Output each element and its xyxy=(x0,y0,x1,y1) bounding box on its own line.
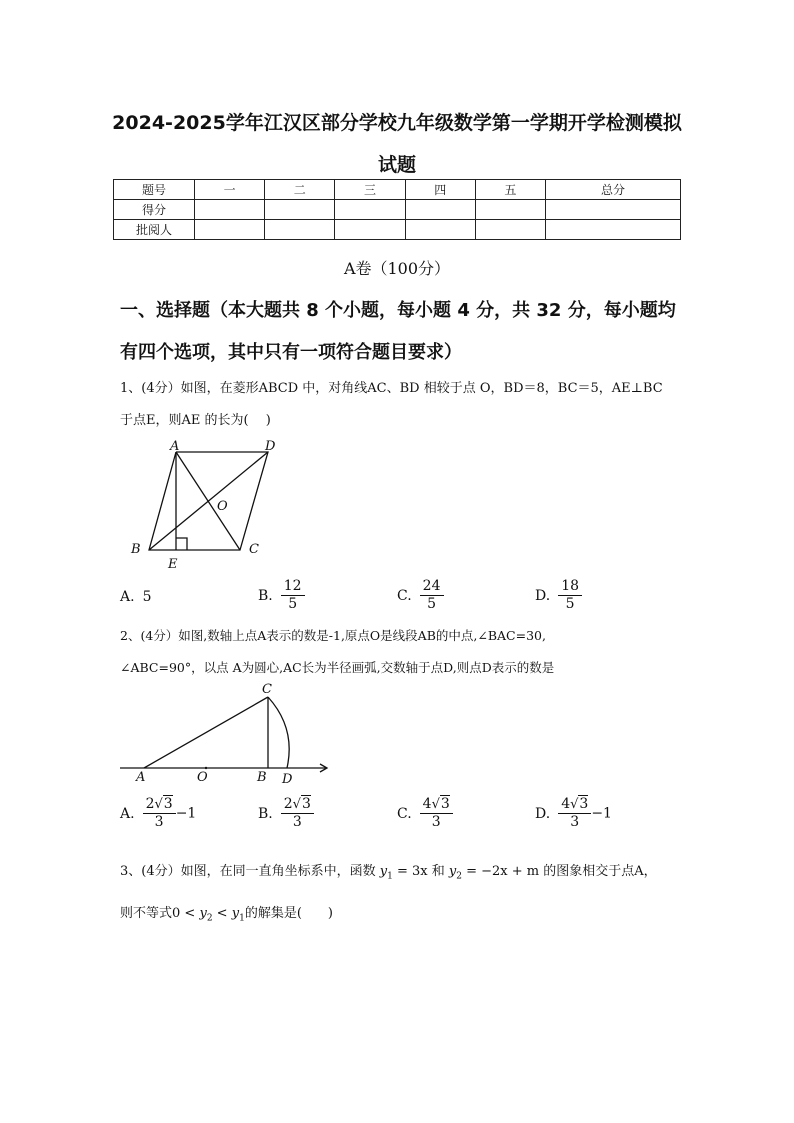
subscript: 1 xyxy=(239,913,245,924)
coefficient: 2 xyxy=(283,796,293,812)
q1-option-d[interactable] xyxy=(535,578,582,613)
score-cell[interactable] xyxy=(475,200,545,220)
score-cell[interactable] xyxy=(265,200,335,220)
label-d: D xyxy=(265,439,276,454)
score-table-header: 题号 xyxy=(114,180,195,200)
numerator: 24 xyxy=(420,578,444,596)
label-c: C xyxy=(262,682,272,697)
q2-option-b[interactable] xyxy=(258,796,314,831)
sqrt-icon: √ xyxy=(570,797,579,812)
label-a: A xyxy=(170,439,180,454)
denominator: 3 xyxy=(431,814,441,830)
q3-text-line2 xyxy=(120,902,333,924)
option-label: C. xyxy=(397,805,412,822)
denominator: 3 xyxy=(292,814,302,830)
var-y: y xyxy=(448,864,457,879)
sqrt-icon: √ xyxy=(292,797,301,812)
label-o: O xyxy=(197,770,208,785)
sqrt-icon: √ xyxy=(431,797,440,812)
score-table-header: 一 xyxy=(195,180,265,200)
origin-point xyxy=(205,767,207,769)
coefficient: 4 xyxy=(422,796,432,812)
radicand: 3 xyxy=(301,796,311,812)
right-angle-mark xyxy=(176,538,187,550)
numerator: 18 xyxy=(558,578,582,596)
denominator: 5 xyxy=(427,596,437,612)
q2-text-line2: ∠ABC=90°，以点 A为圆心,AC长为半径画弧,交数轴于点D,则点D表示的数是 xyxy=(120,660,555,675)
label-o: O xyxy=(217,499,228,514)
radicand: 3 xyxy=(440,796,450,812)
score-table xyxy=(113,179,681,240)
q2-option-c[interactable] xyxy=(397,796,453,831)
q2-option-d[interactable] xyxy=(535,796,612,831)
score-cell[interactable] xyxy=(335,200,405,220)
option-tail: −1 xyxy=(175,805,197,822)
segment-ac xyxy=(144,697,268,768)
fraction xyxy=(558,578,582,613)
label-d: D xyxy=(282,772,293,787)
subscript: 2 xyxy=(456,871,462,882)
diagonal-bd xyxy=(149,452,268,550)
fraction xyxy=(420,578,444,613)
var-y: y xyxy=(379,864,388,879)
option-label: D. xyxy=(535,587,551,604)
coefficient: 2 xyxy=(145,796,155,812)
fraction xyxy=(281,796,314,831)
q1-text-line2: 于点E，则AE 的长为( ) xyxy=(120,413,271,428)
sqrt-icon: √ xyxy=(154,797,163,812)
numerator xyxy=(420,796,453,814)
score-cell[interactable] xyxy=(195,220,265,240)
q3-text: 则不等式 xyxy=(120,906,173,921)
numerator xyxy=(281,796,314,814)
var-y: y xyxy=(199,906,207,921)
option-tail: −1 xyxy=(591,805,612,822)
subscript: 1 xyxy=(387,871,393,882)
option-value: 5 xyxy=(142,589,152,605)
score-cell[interactable] xyxy=(335,220,405,240)
q3-text: 和 xyxy=(427,864,449,879)
subscript: 2 xyxy=(206,913,213,924)
fraction xyxy=(281,578,305,613)
denominator: 5 xyxy=(565,596,575,612)
label-a: A xyxy=(136,770,146,785)
fraction xyxy=(420,796,453,831)
score-table-header: 二 xyxy=(265,180,335,200)
q1-option-b[interactable] xyxy=(258,578,305,613)
label-e: E xyxy=(168,557,178,572)
score-table-row xyxy=(114,220,681,240)
numerator: 12 xyxy=(281,578,305,596)
fraction xyxy=(558,796,591,831)
denominator: 5 xyxy=(288,596,298,612)
numerator xyxy=(558,796,591,814)
section-heading-line1: 一、选择题（本大题共 8 个小题，每小题 4 分，共 32 分，每小题均 xyxy=(120,300,676,321)
q2-option-a[interactable] xyxy=(120,796,196,831)
label-c: C xyxy=(249,542,259,557)
label-b: B xyxy=(131,542,141,557)
score-cell[interactable] xyxy=(405,220,475,240)
radicand: 3 xyxy=(579,796,589,812)
inequality: < xyxy=(212,906,232,921)
score-table-header: 总分 xyxy=(546,180,681,200)
q1-text-line1: 1、(4分）如图，在菱形ABCD 中，对角线AC、BD 相较于点 O，BD＝8，BC＝5，AE⊥BC xyxy=(120,381,663,396)
option-label: B. xyxy=(258,587,273,604)
var-y: y xyxy=(231,906,240,921)
score-cell[interactable] xyxy=(265,220,335,240)
score-table-header: 五 xyxy=(475,180,545,200)
option-label: C. xyxy=(397,587,412,604)
q2-text-line1: 2、(4分）如图,数轴上点A表示的数是-1,原点O是线段AB的中点,∠BAC=30, xyxy=(120,628,546,643)
section-heading-line2: 有四个选项，其中只有一项符合题目要求） xyxy=(120,342,462,363)
label-b: B xyxy=(257,770,267,785)
score-row-label: 得分 xyxy=(114,200,195,220)
q1-rhombus-figure xyxy=(120,438,290,573)
inequality: 0 < xyxy=(172,906,200,921)
radicand: 3 xyxy=(163,796,173,812)
q3-text: 的解集是( ) xyxy=(244,906,333,921)
score-row-label: 批阅人 xyxy=(114,220,195,240)
score-cell[interactable] xyxy=(546,220,681,240)
option-label: B. xyxy=(258,805,273,822)
document-title-line2: 试题 xyxy=(377,154,416,176)
score-table-header: 四 xyxy=(405,180,475,200)
option-label: A. xyxy=(120,805,135,822)
score-table-row xyxy=(114,200,681,220)
formula-rhs: = −2x + m xyxy=(461,864,540,879)
denominator: 3 xyxy=(154,814,164,830)
volume-heading: A卷（100分） xyxy=(343,259,451,278)
formula-rhs: = 3x xyxy=(392,864,428,879)
denominator: 3 xyxy=(570,814,580,830)
q1-option-a[interactable] xyxy=(120,589,151,605)
coefficient: 4 xyxy=(561,796,571,812)
score-table-header-row xyxy=(114,180,681,200)
score-table-header: 三 xyxy=(335,180,405,200)
score-cell[interactable] xyxy=(546,200,681,220)
q2-number-line-figure xyxy=(118,678,333,788)
option-label: D. xyxy=(535,805,551,822)
arc-cd xyxy=(268,697,289,768)
q3-text: 3、(4分）如图，在同一直角坐标系中，函数 xyxy=(120,864,380,879)
q3-text: 的图象相交于点A， xyxy=(539,864,657,879)
score-cell[interactable] xyxy=(405,200,475,220)
score-cell[interactable] xyxy=(195,200,265,220)
q3-text-line1 xyxy=(120,860,657,882)
numerator xyxy=(143,796,176,814)
option-label: A. xyxy=(120,589,135,605)
q1-option-c[interactable] xyxy=(397,578,444,613)
document-title-line1: 2024-2025学年江汉区部分学校九年级数学第一学期开学检测模拟 xyxy=(112,112,682,134)
score-cell[interactable] xyxy=(475,220,545,240)
fraction xyxy=(143,796,176,831)
